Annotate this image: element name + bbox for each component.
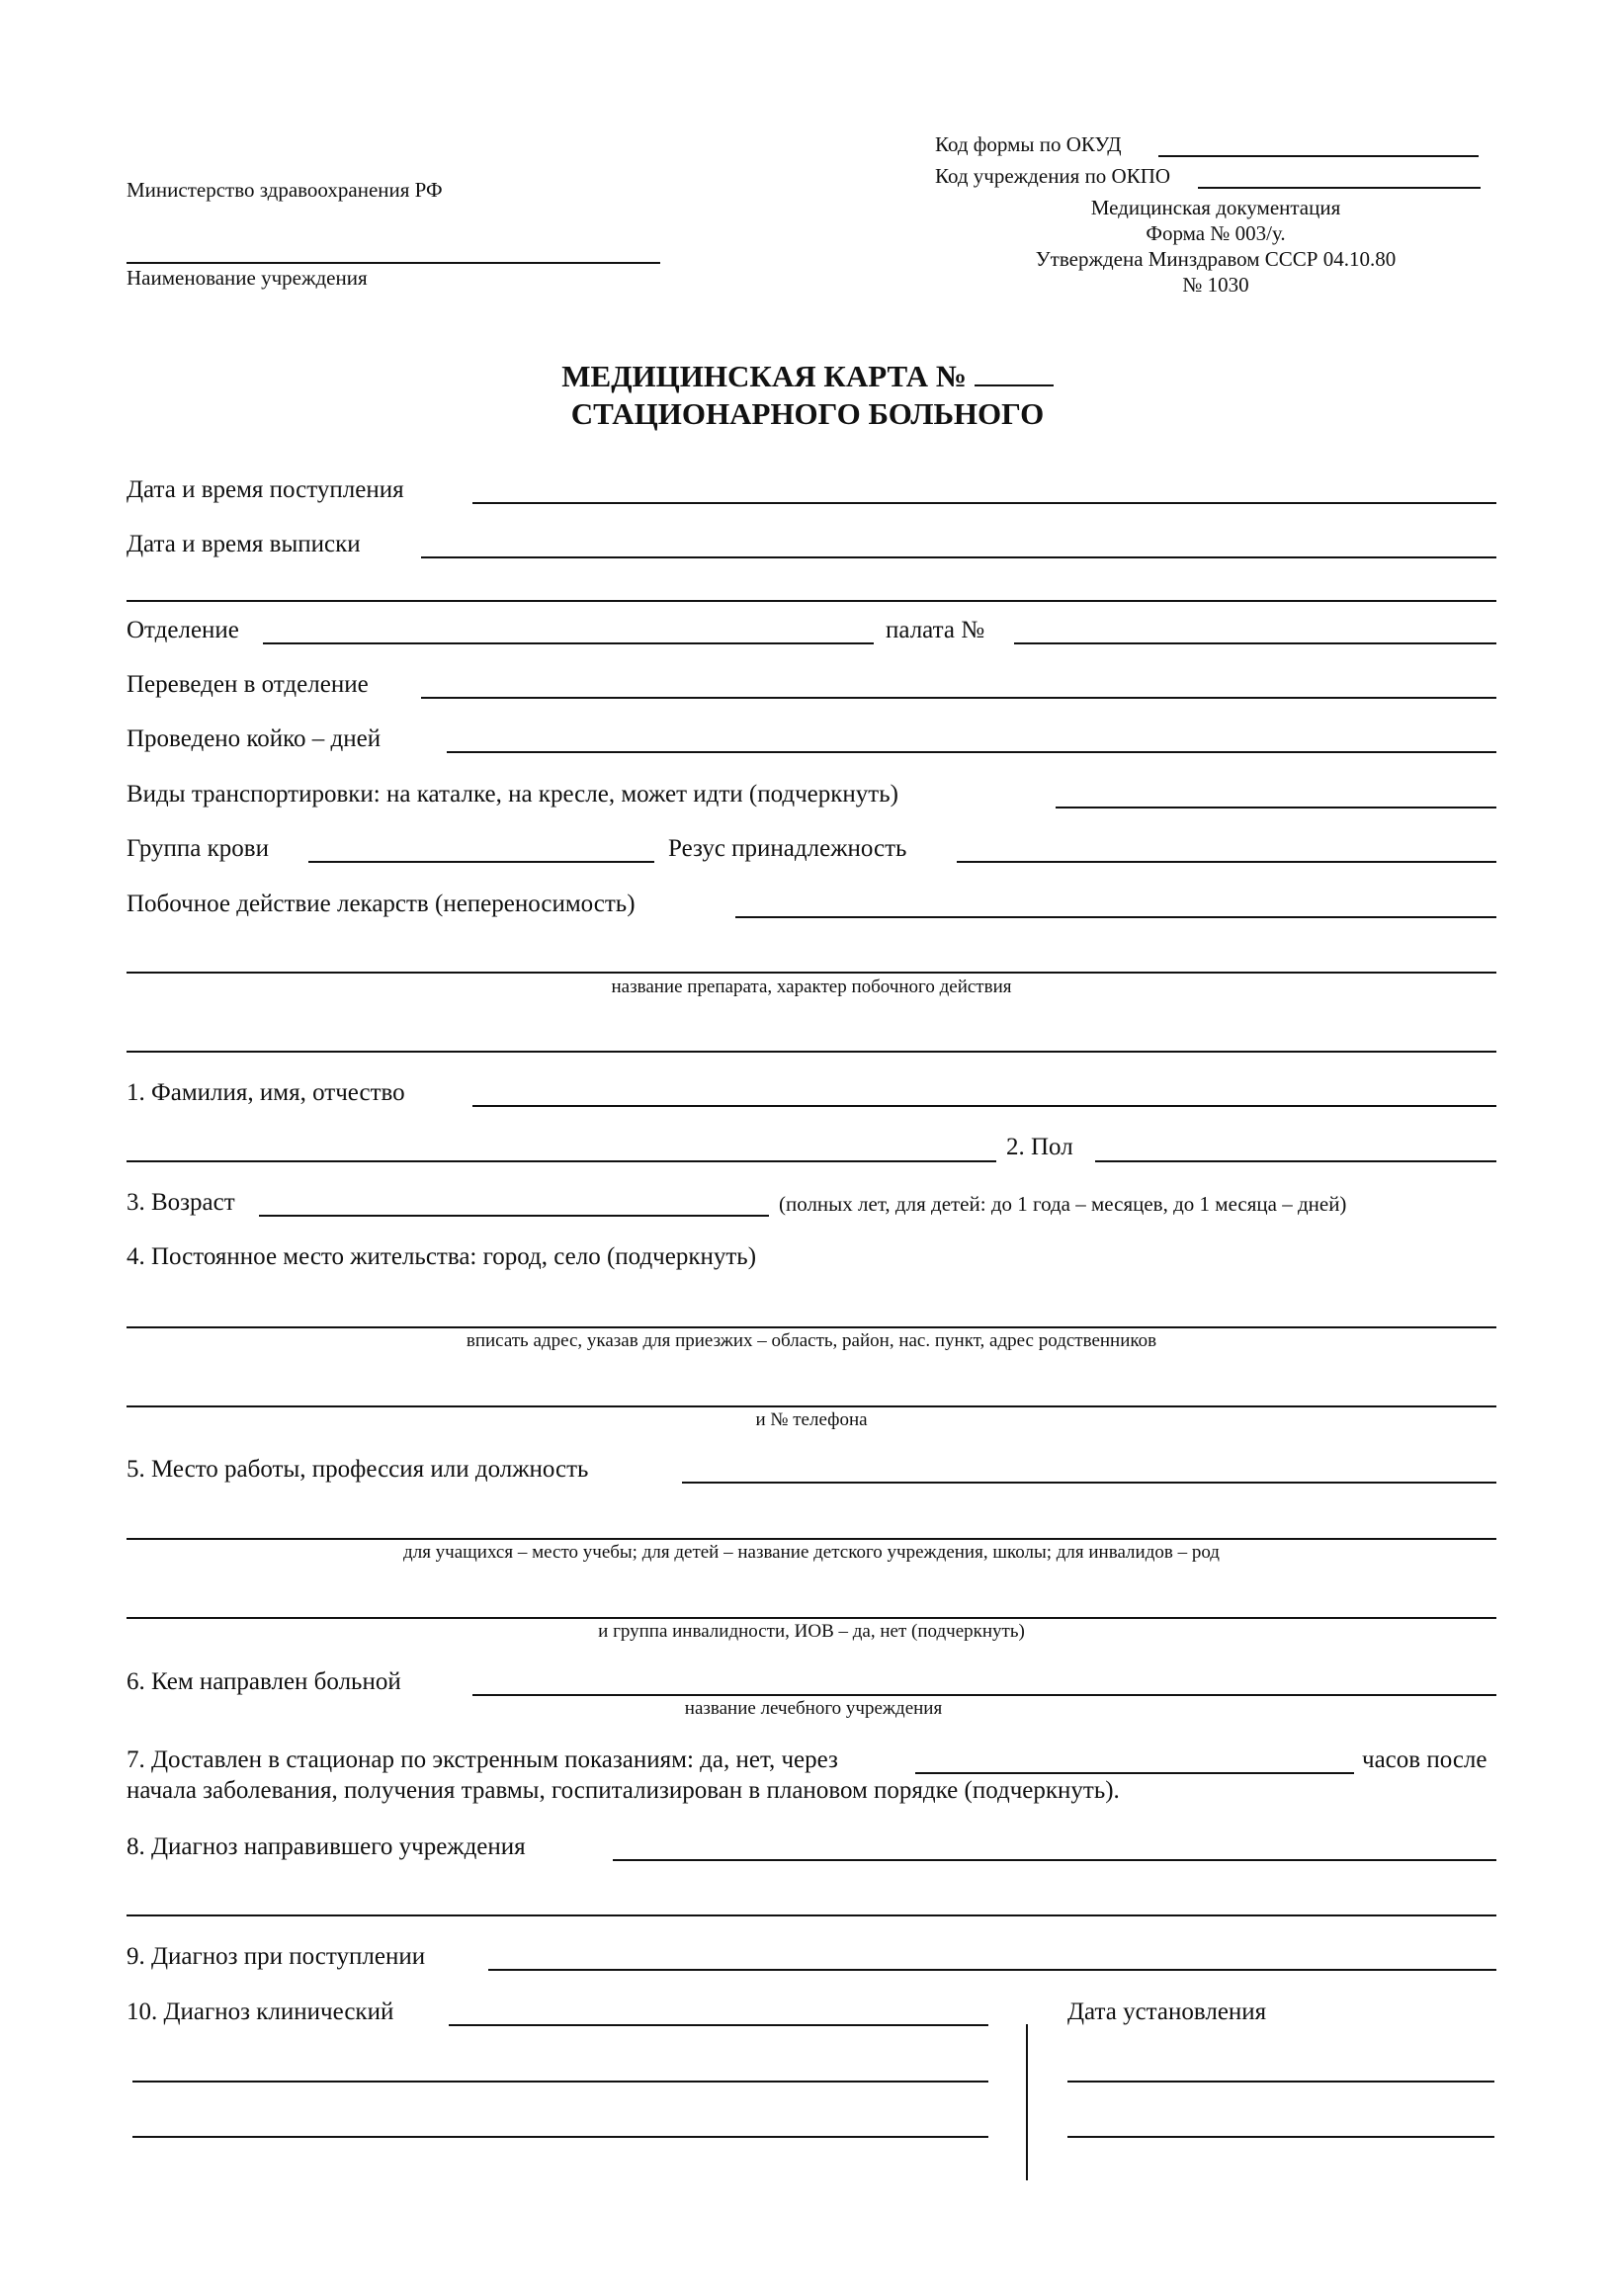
card-number-line[interactable]: [975, 359, 1054, 386]
transferred-label: Переведен в отделение: [127, 671, 369, 698]
bed-days-label: Проведено койко – дней: [127, 725, 382, 752]
discharge-label: Дата и время выписки: [127, 531, 361, 557]
age-note: (полных лет, для детей: до 1 года – месяцев, до 1 месяца – дней): [779, 1192, 1347, 1216]
admission-label: Дата и время поступления: [127, 476, 404, 503]
admission-diagnosis-label: 9. Диагноз при поступлении: [127, 1943, 426, 1970]
clinical-diagnosis-input-line[interactable]: [449, 2024, 988, 2026]
residence-input-line[interactable]: [127, 1326, 1496, 1328]
rhesus-input-line[interactable]: [957, 861, 1496, 863]
side-effects-extra-line[interactable]: [127, 972, 1496, 974]
doc-type: Медицинская документация: [1090, 196, 1341, 219]
age-label: 3. Возраст: [127, 1189, 235, 1216]
phone-caption: и № телефона: [755, 1409, 868, 1430]
clinical-diagnosis-extra-line-1[interactable]: [132, 2081, 988, 2083]
side-effects-label: Побочное действие лекарств (непереносимость): [127, 891, 636, 917]
work-caption-1: для учащихся – место учебы; для детей – название детского учреждения, школы; для инвалидов – род: [403, 1542, 1220, 1563]
referral-diagnosis-input-line[interactable]: [613, 1859, 1496, 1861]
okpo-label: Код учреждения по ОКПО: [935, 164, 1171, 188]
admission-input-line[interactable]: [472, 502, 1496, 504]
work-input-line[interactable]: [682, 1482, 1496, 1484]
okpo-input-line[interactable]: [1198, 187, 1481, 189]
work-extra-line[interactable]: [127, 1538, 1496, 1540]
page-title-line1: МЕДИЦИНСКАЯ КАРТА №: [0, 358, 1615, 395]
bed-days-input-line[interactable]: [447, 751, 1496, 753]
referral-diagnosis-label: 8. Диагноз направившего учреждения: [127, 1833, 526, 1860]
referred-by-input-line[interactable]: [472, 1694, 1496, 1696]
ministry-name: Министерство здравоохранения РФ: [127, 178, 443, 202]
discharge-input-line[interactable]: [421, 556, 1496, 558]
date-established-input-line-1[interactable]: [1067, 2081, 1494, 2083]
institution-input-line[interactable]: [127, 262, 660, 264]
blood-group-input-line[interactable]: [308, 861, 654, 863]
name-input-line[interactable]: [472, 1105, 1496, 1107]
work-caption-2: и группа инвалидности, ИОВ – да, нет (подчеркнуть): [598, 1621, 1025, 1642]
work-extra-line-2[interactable]: [127, 1617, 1496, 1619]
blood-group-label: Группа крови: [127, 835, 269, 862]
order-number: № 1030: [1182, 273, 1249, 297]
transport-label: Виды транспортировки: на каталке, на кресле, может идти (подчеркнуть): [127, 781, 898, 808]
clinical-diagnosis-label: 10. Диагноз клинический: [127, 1998, 394, 2025]
delivered-label: 7. Доставлен в стационар по экстренным показаниям: да, нет, через: [127, 1746, 838, 1773]
work-label: 5. Место работы, профессия или должность: [127, 1456, 589, 1483]
age-input-line[interactable]: [259, 1215, 769, 1217]
discharge-extra-line[interactable]: [127, 600, 1496, 602]
department-label: Отделение: [127, 617, 239, 643]
date-established-label: Дата установления: [1067, 1998, 1267, 2025]
side-effects-extra-line-2[interactable]: [127, 1051, 1496, 1053]
column-divider: [1026, 2024, 1028, 2180]
date-established-input-line-2[interactable]: [1067, 2136, 1494, 2138]
name-label: 1. Фамилия, имя, отчество: [127, 1079, 405, 1106]
ward-input-line[interactable]: [1014, 642, 1496, 644]
clinical-diagnosis-extra-line-2[interactable]: [132, 2136, 988, 2138]
transferred-input-line[interactable]: [421, 697, 1496, 699]
name-extra-line[interactable]: [127, 1160, 996, 1162]
residence-caption: вписать адрес, указав для приезжих – область, район, нас. пункт, адрес родственников: [466, 1330, 1157, 1351]
residence-label: 4. Постоянное место жительства: город, село (подчеркнуть): [127, 1243, 757, 1270]
admission-diagnosis-input-line[interactable]: [488, 1969, 1496, 1971]
side-effects-caption: название препарата, характер побочного действия: [611, 977, 1012, 997]
form-number: Форма № 003/у.: [1146, 221, 1286, 245]
transport-input-line[interactable]: [1056, 807, 1496, 808]
approved-by: Утверждена Минздравом СССР 04.10.80: [1035, 247, 1397, 271]
page-title-line2: СТАЦИОНАРНОГО БОЛЬНОГО: [570, 396, 1045, 431]
referred-by-caption: название лечебного учреждения: [684, 1698, 943, 1719]
institution-label: Наименование учреждения: [127, 266, 368, 290]
side-effects-input-line[interactable]: [735, 916, 1496, 918]
rhesus-label: Резус принадлежность: [668, 835, 907, 862]
phone-input-line[interactable]: [127, 1405, 1496, 1407]
referred-by-label: 6. Кем направлен больной: [127, 1668, 401, 1695]
sex-input-line[interactable]: [1095, 1160, 1496, 1162]
ward-label: палата №: [886, 617, 985, 643]
okud-label: Код формы по ОКУД: [935, 132, 1122, 156]
delivered-hours-input-line[interactable]: [915, 1772, 1354, 1774]
sex-label: 2. Пол: [1006, 1134, 1073, 1160]
delivered-hours-label: часов после: [1362, 1746, 1488, 1773]
department-input-line[interactable]: [263, 642, 874, 644]
okud-input-line[interactable]: [1158, 155, 1479, 157]
referral-diagnosis-extra-line[interactable]: [127, 1914, 1496, 1916]
delivered-line-2: начала заболевания, получения травмы, госпитализирован в плановом порядке (подчеркнуть).: [127, 1777, 1120, 1804]
